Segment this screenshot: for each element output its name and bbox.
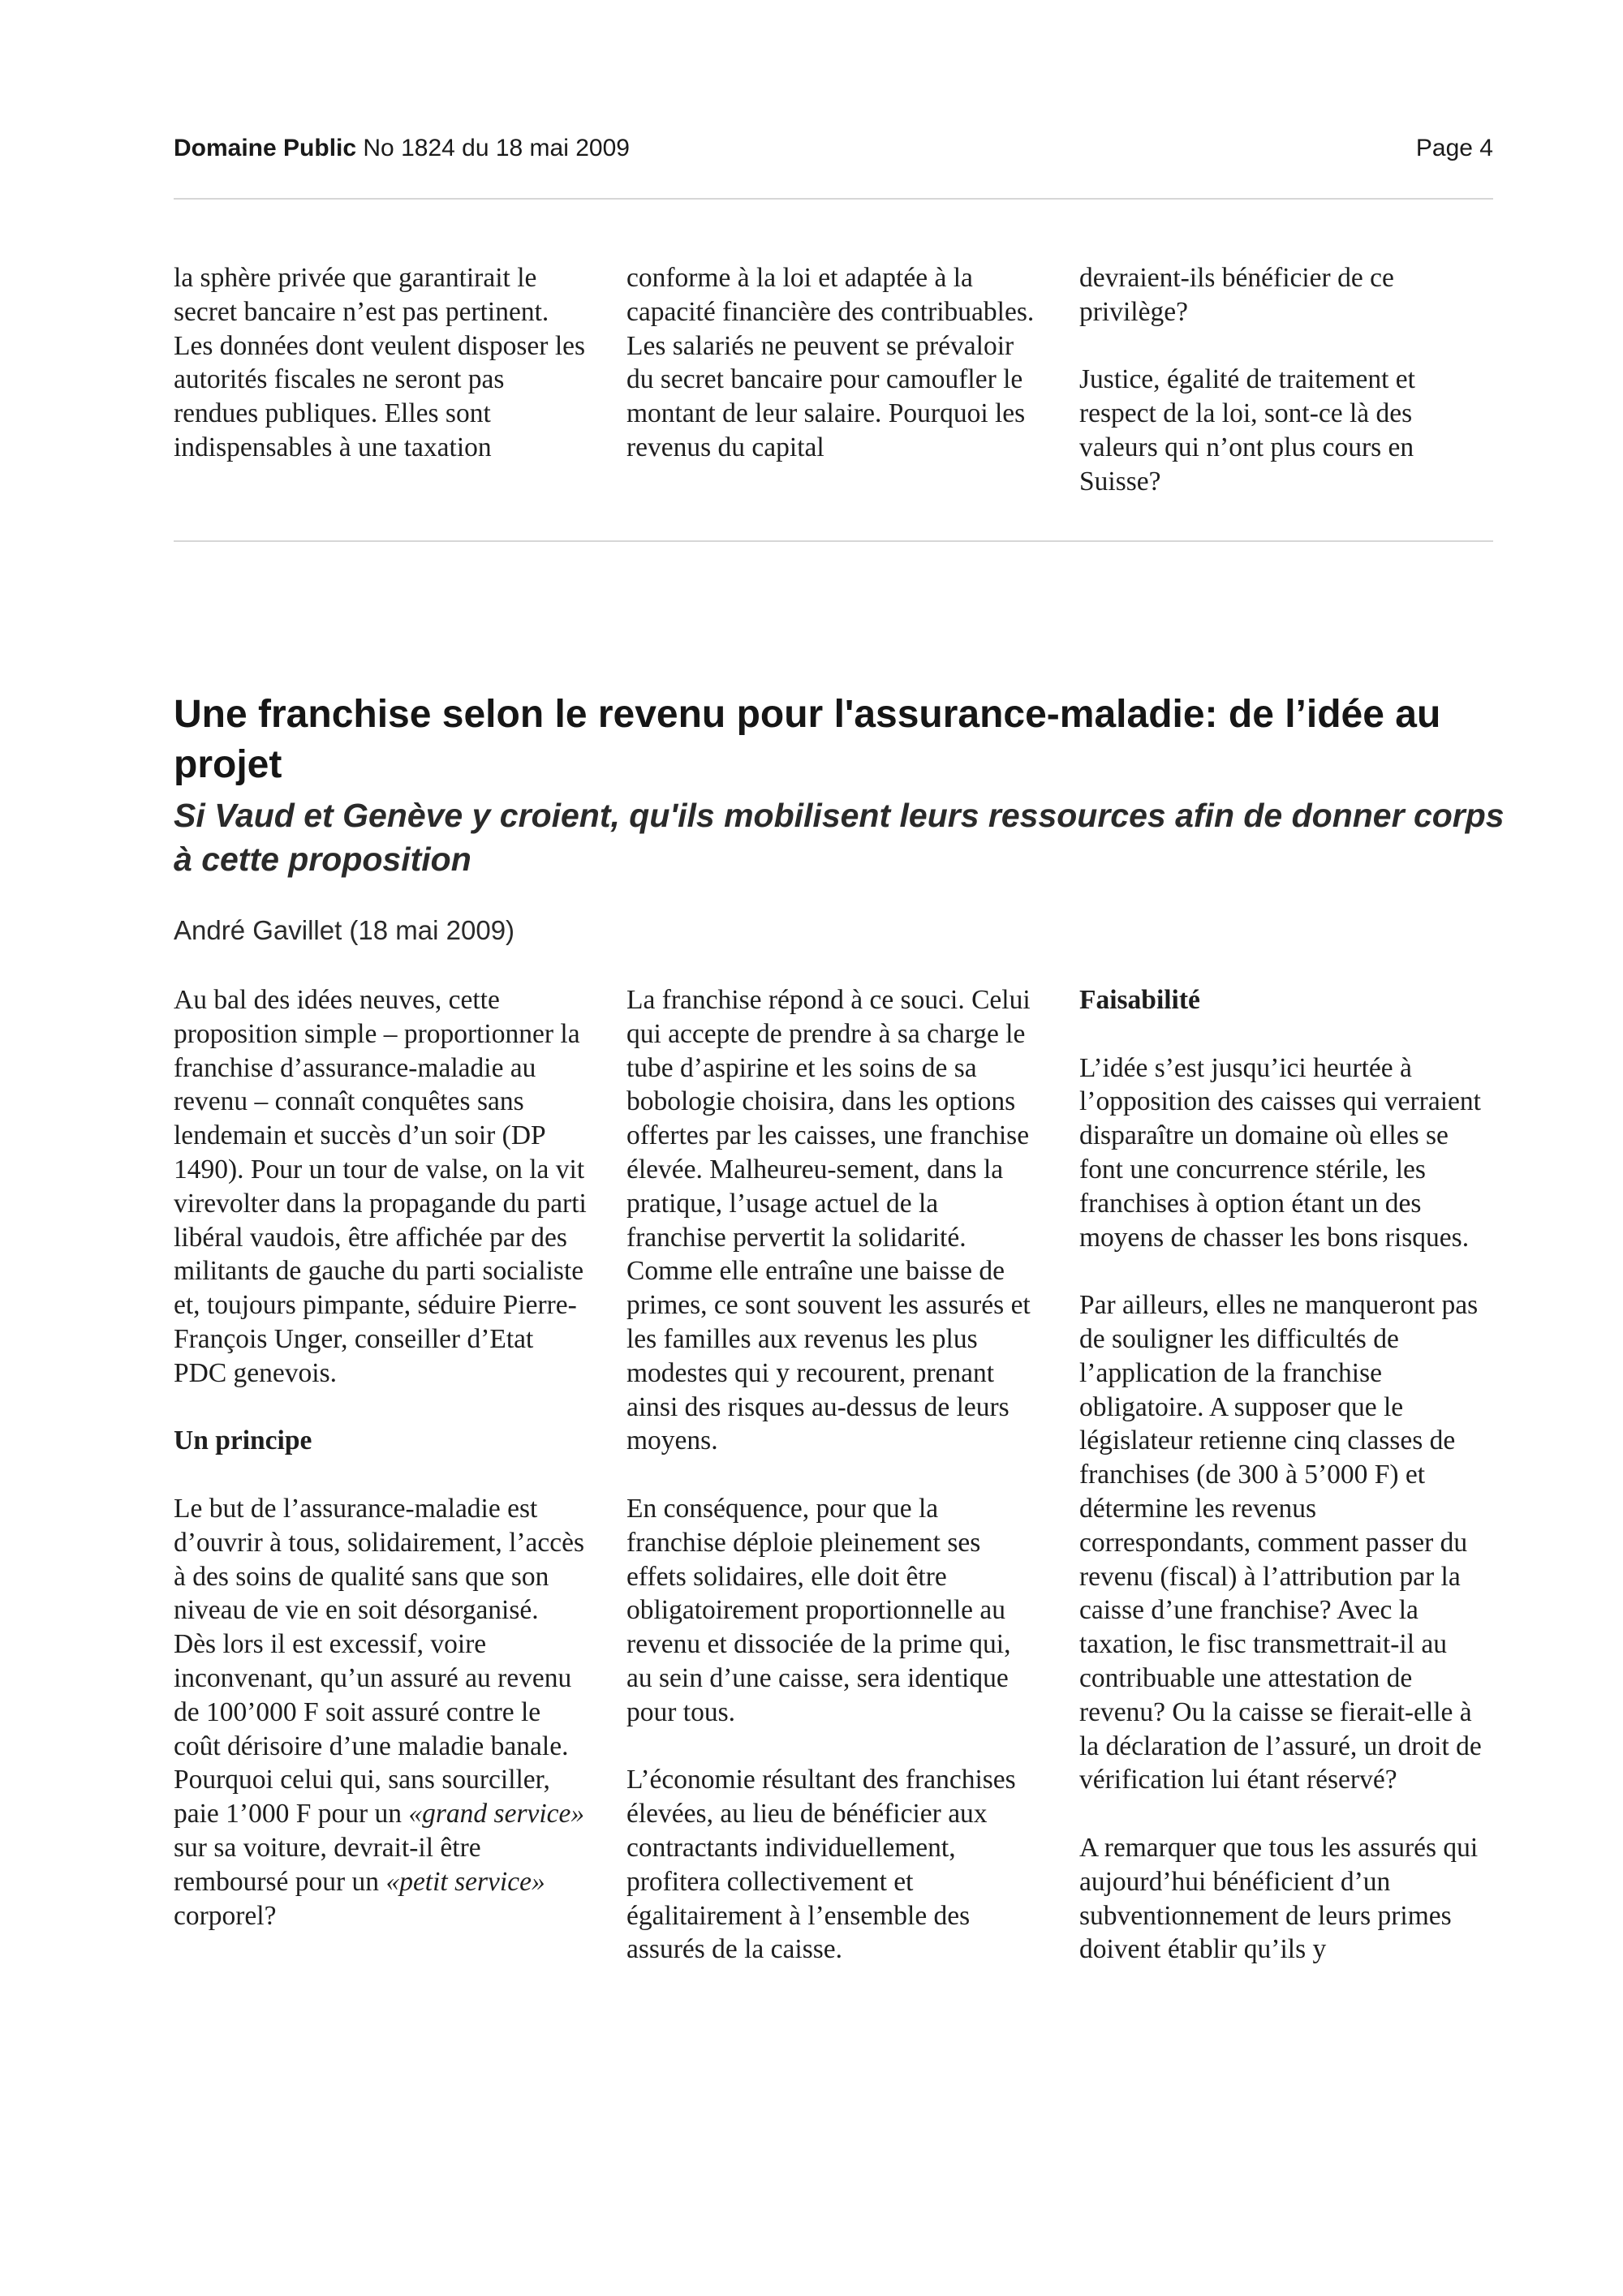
quote: «grand service» xyxy=(408,1799,585,1829)
paragraph: L’économie résultant des franchises élevées, au lieu de bénéficier aux contractants individuellement, profitera collectivement et égalitairement à l’ensemble des assurés de la caisse. xyxy=(626,1765,1016,1965)
article-separator xyxy=(174,540,1493,542)
paragraph: A remarquer que tous les assurés qui aujourd’hui bénéficient d’un subventionnement de leurs primes doivent établir qu’ils y xyxy=(1079,1832,1479,1965)
previous-article-columns xyxy=(174,261,1493,499)
paragraph: Par ailleurs, elles ne manqueront pas de souligner les difficultés de l’application de la franchise obligatoire. A supposer que le législateur retienne cinq classes de franchises (de 300 à 5’000 F) et détermine les revenus correspondants, comment passer du revenu (fiscal) à l’attribution par la caisse d’une franchise? Avec la taxation, le fisc transmettrait-il au contribuable une attestation de revenu? Ou la caisse se fierait-elle à la déclaration de l’assuré, un droit de vérification lui étant réservé? xyxy=(1079,1290,1482,1795)
paragraph: devraient-ils bénéficier de ce privilège? xyxy=(1079,263,1394,327)
paragraph: L’idée s’est jusqu’ici heurtée à l’opposition des caisses qui verraient disparaître un domaine où elles se font une concurrence stérile, les franchises à option étant un des moyens de chasser les bons risques. xyxy=(1079,1052,1481,1253)
paragraph: conforme à la loi et adaptée à la capacité financière des contribuables. Les salariés ne peuvent se prévaloir du secret bancaire pour camoufler le montant de leur salaire. Pourquoi les revenus du capital xyxy=(626,263,1035,462)
article-subtitle: Si Vaud et Genève y croient, qu'ils mobilisent leurs ressources afin de donner corps à cette proposition xyxy=(174,797,1505,878)
quote: «petit service» xyxy=(385,1866,545,1897)
article-columns xyxy=(174,983,1493,1967)
article-column-3 xyxy=(1079,983,1493,1967)
article-byline: André Gavillet (18 mai 2009) xyxy=(174,915,515,945)
paragraph: la sphère privée que garantirait le secret bancaire n’est pas pertinent. Les données dont veulent disposer les autorités fiscales ne seront pas rendues publiques. Elles sont indispensables à une taxation xyxy=(174,263,586,462)
issue-info: No 1824 du 18 mai 2009 xyxy=(363,135,630,161)
article-column-2 xyxy=(626,983,1040,1967)
paragraph: Au bal des idées neuves, cette proposition simple – proportionner la franchise d’assurance-maladie au revenu – connaît conquêtes sans lendemain et succès d’un soir (DP 1490). Pour un tour de valse, on la vit virevolter dans la propagande du parti libéral vaudois, être affichée par des militants de gauche du parti socialiste et, toujours pimpante, séduire Pierre-François Unger, conseiller d’Etat PDC genevois. xyxy=(174,985,587,1388)
section-heading: Un principe xyxy=(174,1425,312,1456)
paragraph: Justice, égalité de traitement et respect de la loi, sont-ce là des valeurs qui n’ont plus cours en Suisse? xyxy=(1079,364,1415,497)
paragraph: En conséquence, pour que la franchise déploie pleinement ses effets solidaires, elle doit être obligatoirement proportionnelle au revenu et dissociée de la prime qui, au sein d’une caisse, sera identique pour tous. xyxy=(626,1493,1011,1727)
prev-article-column-3 xyxy=(1079,261,1493,499)
article-column-1 xyxy=(174,983,588,1967)
page-header xyxy=(174,135,1493,167)
prev-article-column-2 xyxy=(626,261,1040,499)
article-title: Une franchise selon le revenu pour l'assurance-maladie: de l’idée au projet xyxy=(174,693,1441,786)
paragraph: La franchise répond à ce souci. Celui qui accepte de prendre à sa charge le tube d’aspirine et les soins de sa bobologie choisira, dans les options offertes par les caisses, une franchise élevée. Malheureu-sement, dans la pratique, l’usage actuel de la franchise pervertit la solidarité. Comme elle entraîne une baisse de primes, ce sont souvent les assurés et les familles aux revenus les plus modestes qui y recourent, prenant ainsi des risques au-dessus de leurs moyens. xyxy=(626,985,1031,1456)
prev-article-column-1 xyxy=(174,261,588,499)
publication-name: Domaine Public xyxy=(174,135,357,161)
section-heading: Faisabilité xyxy=(1079,985,1200,1015)
page-number: Page 4 xyxy=(1415,135,1493,161)
header-rule xyxy=(174,198,1493,200)
paragraph: Le but de l’assurance-maladie est d’ouvrir à tous, solidairement, l’accès à des soins de qualité sans que son niveau de vie en soit désorganisé. Dès lors il est excessif, voire inconvenant, qu’un assuré au revenu de 100’000 F soit assuré contre le coût dérisoire d’une maladie banale. Pourquoi celui qui, sans sourciller, paie 1’000 F pour un «grand service» sur sa voiture, devrait-il être remboursé pour un «petit service» corporel? xyxy=(174,1493,585,1931)
